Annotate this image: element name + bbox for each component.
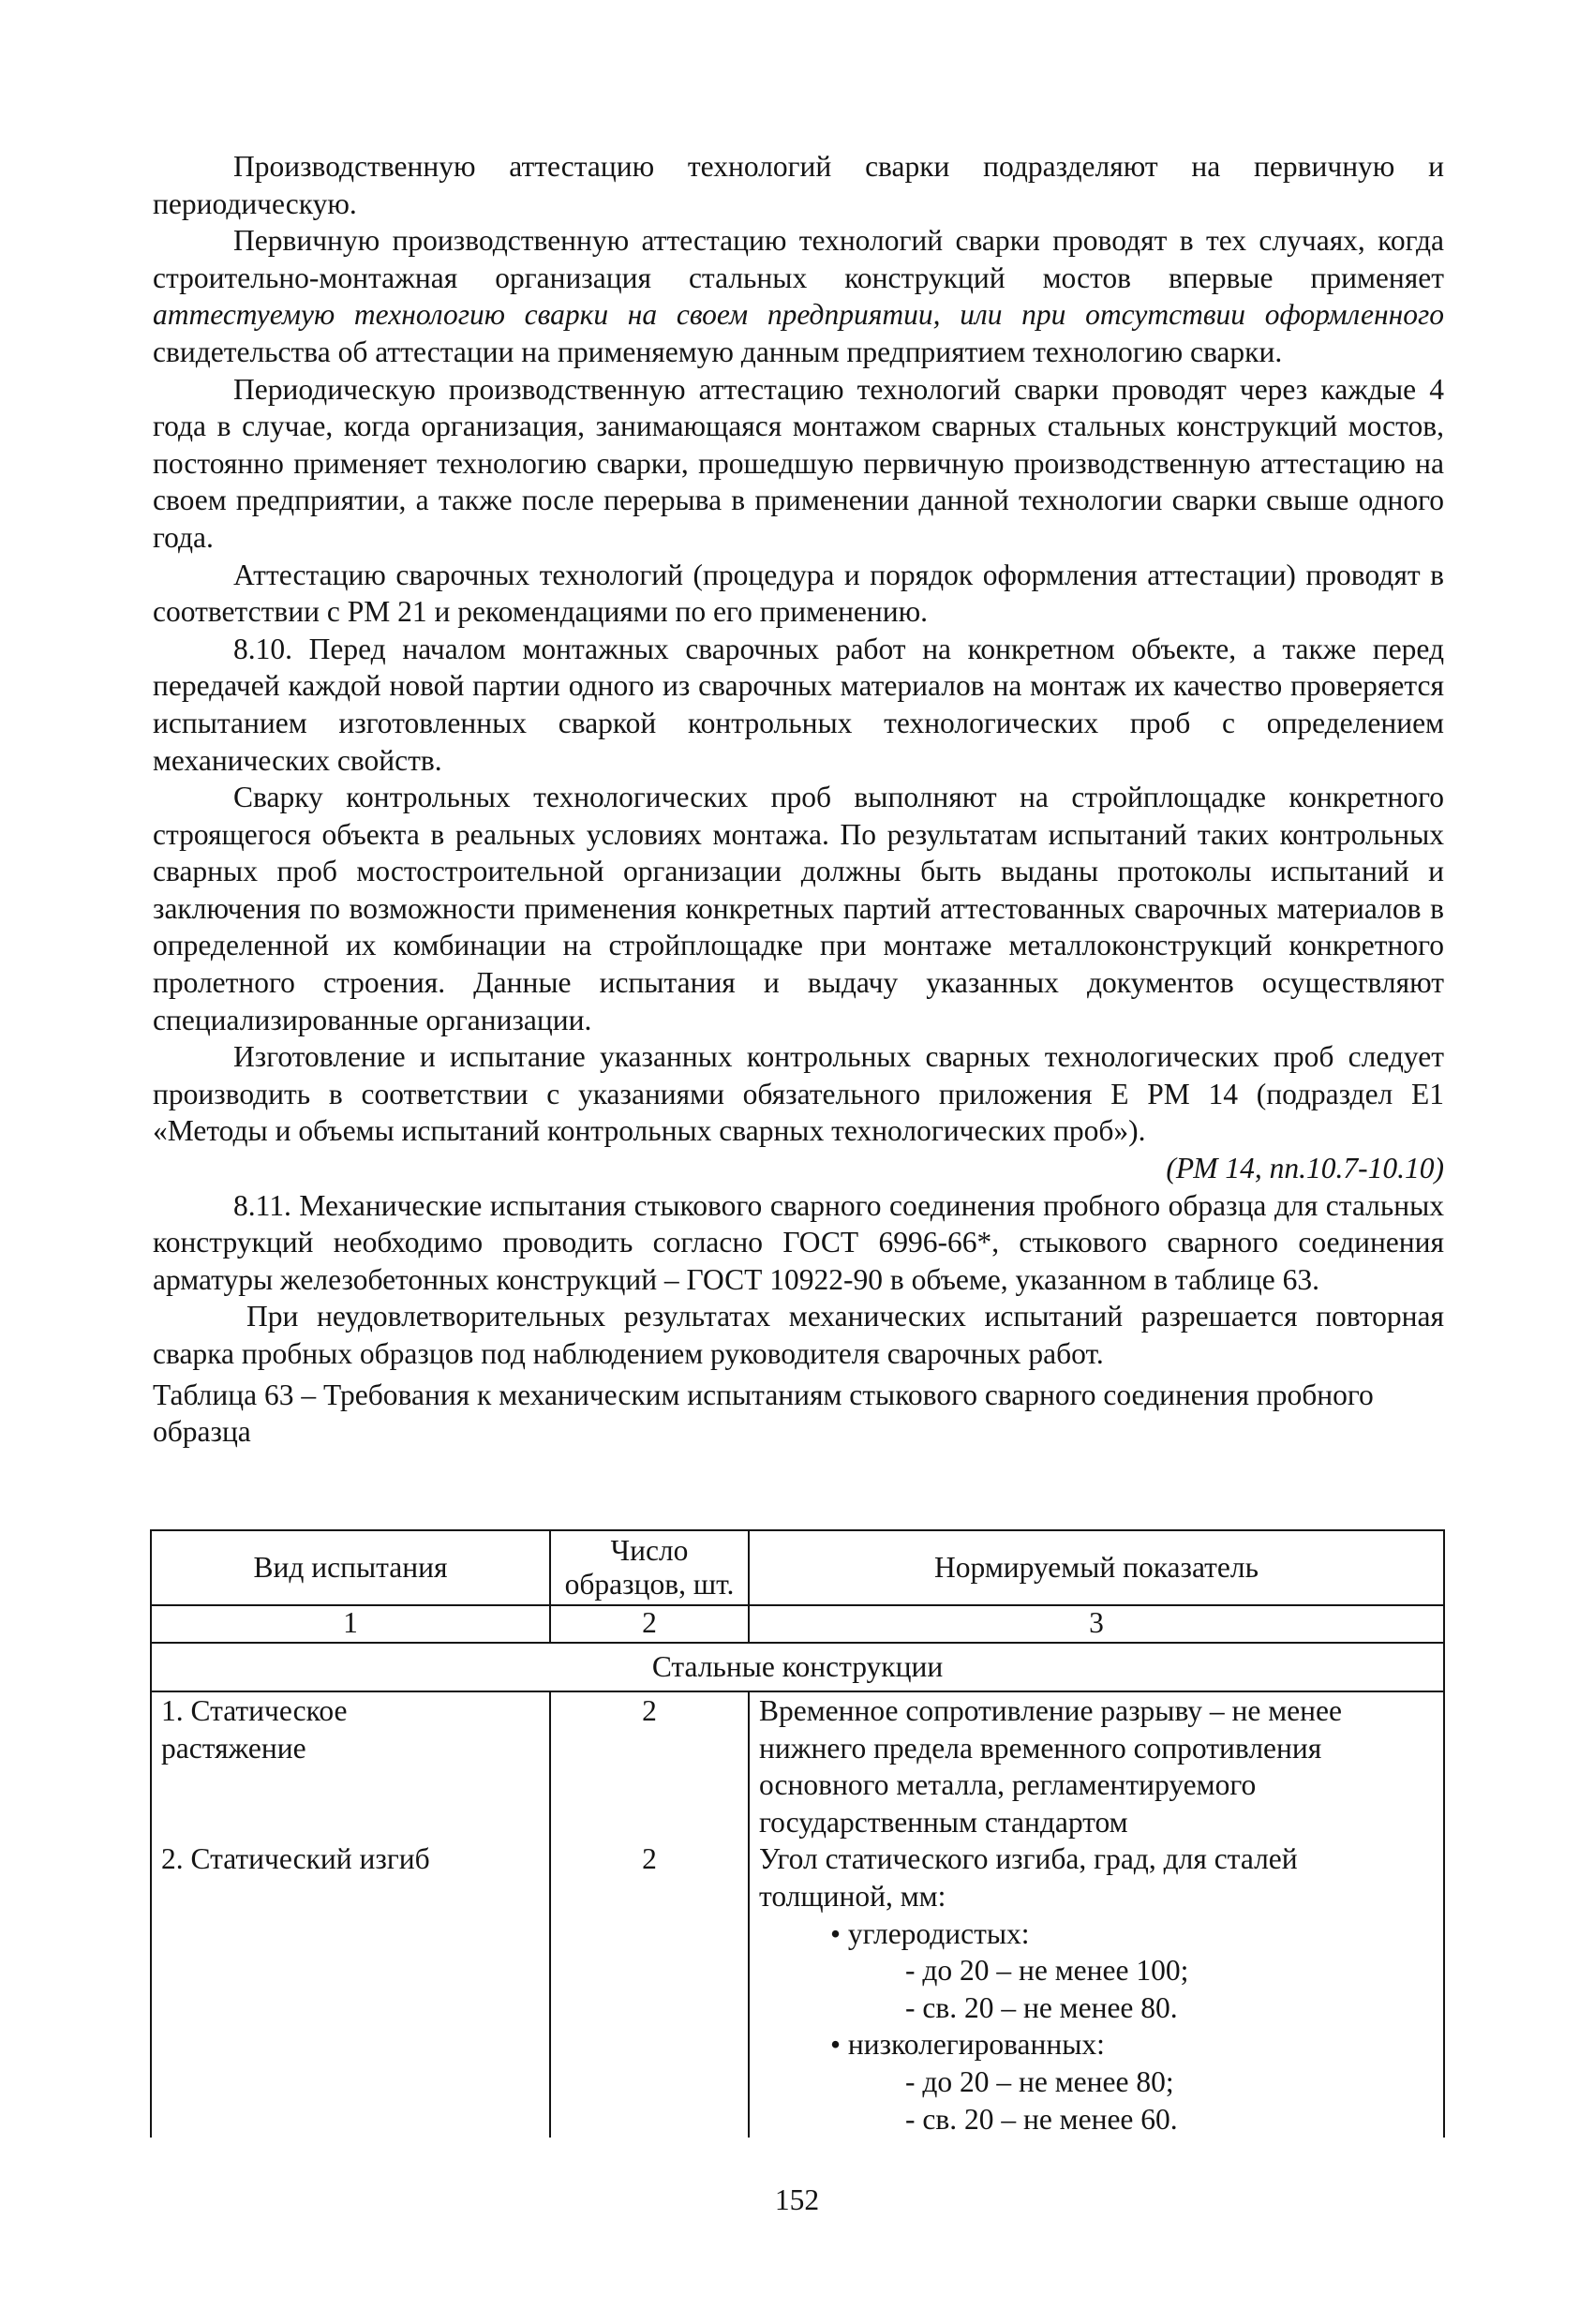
sample-count: 2	[550, 1840, 749, 2138]
bullet-item: - до 20 – не менее 100;	[905, 1954, 1189, 1988]
column-header-test: Вид испытания	[151, 1530, 550, 1605]
bullet-item: - св. 20 – не менее 80.	[905, 1990, 1178, 2024]
column-header-count: Число образцов, шт.	[550, 1530, 749, 1605]
column-number: 3	[749, 1605, 1444, 1643]
bullet-item: - св. 20 – не менее 60.	[905, 2102, 1178, 2136]
paragraph: Периодическую производственную аттестацию технологий сварки проводят через каждые 4 года в случае, когда организация, занимающаяся монтажом сварных стальных конструкций мостов, постоянно применяет технологию сварки, прошедшую первичную производственную аттестацию на своем предприятии, а также после перерыва в применении данной технологии сварки свыше одного года.	[153, 372, 1444, 554]
paragraph: 8.10. Перед началом монтажных сварочных работ на конкретном объекте, а также перед передачей каждой новой партии одного из сварочных материалов на монтаж их качество проверяется испытанием изготовленных сваркой контрольных технологических проб с определением механических свойств.	[153, 632, 1444, 777]
column-number: 2	[550, 1605, 749, 1643]
paragraph: При неудовлетворительных результатах механических испытаний разрешается повторная сварка пробных образцов под наблюдением руководителя сварочных работ.	[153, 1300, 1444, 1370]
paragraph-text: Первичную производственную аттестацию технологий сварки проводят в тех случаях, когда строительно-монтажная организация стальных конструкций мостов впервые применяет	[153, 224, 1444, 294]
paragraph: Изготовление и испытание указанных контрольных сварных технологических проб следует производить в соответствии с указаниями обязательного приложения Е РМ 14 (подраздел Е1 «Методы и объемы испытаний контрольных сварных технологических проб»).	[153, 1040, 1444, 1148]
section-row	[151, 1643, 1444, 1691]
paragraph-text: свидетельства об аттестации на применяемую данным предприятием технологию сварки.	[153, 335, 1283, 368]
column-header-requirement: Нормируемый показатель	[749, 1530, 1444, 1605]
requirement-cell	[749, 1840, 1444, 2138]
column-numbers-row	[151, 1605, 1444, 1643]
test-name: 2. Статический изгиб	[151, 1840, 550, 2138]
paragraph-italic-text: аттестуемую технологию сварки на своем предприятии, или при отсутствии оформленного	[153, 298, 1444, 332]
requirement-text: Временное сопротивление разрыву – не менее нижнего предела временного сопротивления основного металла, регламентируемого государственным стандартом	[749, 1691, 1444, 1840]
bullet-group-label: • низколегированных:	[830, 2028, 1105, 2062]
reference-note: (РМ 14, пп.10.7-10.10)	[1166, 1152, 1444, 1185]
paragraph: Сварку контрольных технологических проб выполняют на стройплощадке конкретного строящегося объекта в реальных условиях монтажа. По результатам испытаний таких контрольных сварных проб мостостроительной организации должны быть выданы протоколы испытаний и заключения по возможности применения конкретных партий аттестованных сварочных материалов в определенной их комбинации на стройплощадке при монтаже металлоконструкций конкретного пролетного строения. Данные испытания и выдачу указанных документов осуществляют специализированные организации.	[153, 781, 1444, 1036]
bullet-group-label: • углеродистых:	[830, 1916, 1030, 1950]
requirement-text: Угол статического изгиба, град, для сталей толщиной, мм:	[759, 1842, 1298, 1913]
paragraph: Аттестацию сварочных технологий (процедура и порядок оформления аттестации) проводят в соответствии с РМ 21 и рекомендациями по его применению.	[153, 558, 1444, 629]
paragraph: 8.11. Механические испытания стыкового сварного соединения пробного образца для стальных конструкций необходимо проводить согласно ГОСТ 6996-66*, стыкового сварного соединения арматуры железобетонных конструкций – ГОСТ 10922-90 в объеме, указанном в таблице 63.	[153, 1188, 1444, 1296]
table-row	[151, 1840, 1444, 2138]
column-number: 1	[151, 1605, 550, 1643]
table-row	[151, 1691, 1444, 1840]
bullet-item: - до 20 – не менее 80;	[905, 2064, 1174, 2098]
paragraph	[153, 222, 1444, 370]
test-name: 1. Статическое растяжение	[151, 1691, 550, 1840]
requirements-table	[150, 1529, 1445, 2138]
paragraph: Производственную аттестацию технологий сварки подразделяют на первичную и периодическую.	[153, 150, 1444, 220]
section-title: Стальные конструкции	[151, 1643, 1444, 1691]
page-number: 152	[774, 2183, 820, 2216]
sample-count: 2	[550, 1691, 749, 1840]
body-text	[153, 148, 1444, 1451]
table-caption: Таблица 63 – Требования к механическим испытаниям стыкового сварного соединения пробного образца	[153, 1378, 1374, 1449]
table-header-row	[151, 1530, 1444, 1605]
